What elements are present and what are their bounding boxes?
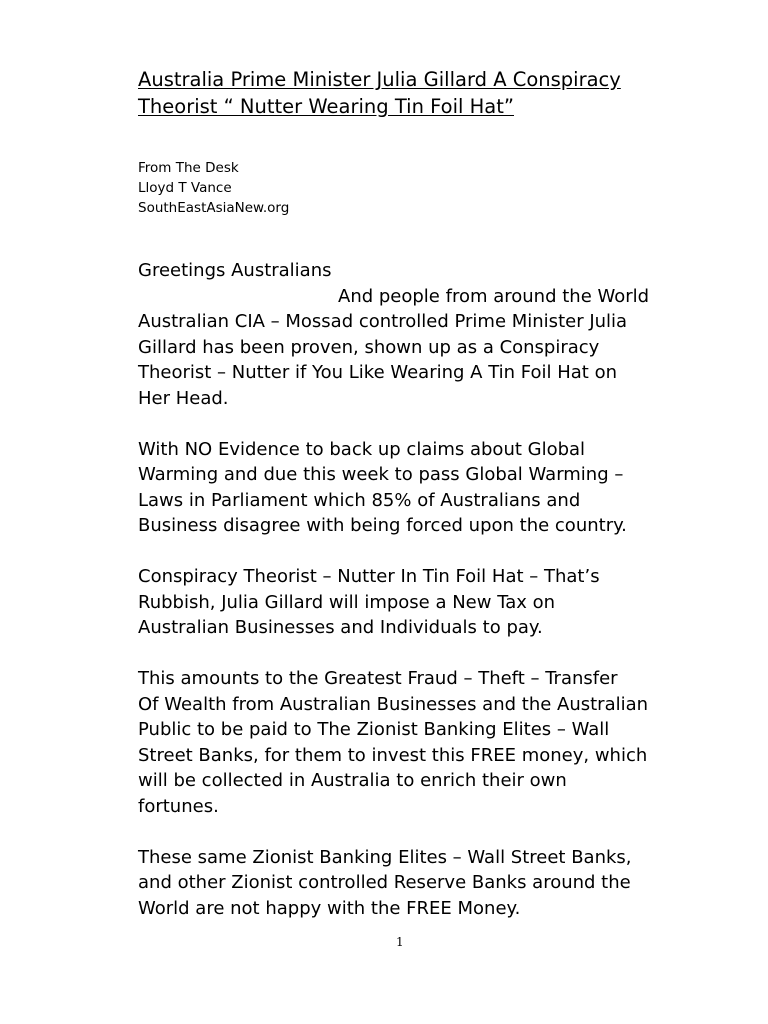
paragraph-line: Laws in Parliament which 85% of Australians and	[138, 489, 581, 511]
paragraph-1	[138, 309, 698, 411]
byline-author: Lloyd T Vance	[138, 180, 232, 196]
paragraph-line: Of Wealth from Australian Businesses and the Australian	[138, 693, 649, 715]
paragraph-line: With NO Evidence to back up claims about Global	[138, 438, 586, 460]
paragraph-line: Public to be paid to The Zionist Banking Elites – Wall	[138, 719, 610, 740]
paragraph-spacer	[138, 641, 698, 667]
greeting: Greetings Australians	[138, 260, 332, 281]
paragraph-line: Her Head.	[138, 387, 229, 409]
paragraph-line: will be collected in Australia to enrich their own	[138, 770, 567, 791]
paragraph-4	[138, 666, 698, 819]
paragraph-spacer	[138, 819, 698, 845]
paragraph-line: World are not happy with the FREE Money.	[138, 897, 521, 919]
title-line: Australia Prime Minister Julia Gillard A Conspiracy	[138, 68, 621, 91]
paragraph-line: Warming and due this week to pass Global Warming –	[138, 464, 624, 485]
paragraph-line: Street Banks, for them to invest this FREE money, which	[138, 744, 648, 766]
paragraph-line: These same Zionist Banking Elites – Wall Street Banks,	[138, 846, 632, 868]
greeting-continued: And people from around the World	[338, 285, 650, 307]
paragraph-spacer	[138, 411, 698, 437]
paragraph-line: This amounts to the Greatest Fraud – Theft – Transfer	[138, 668, 618, 689]
paragraph-line: Conspiracy Theorist – Nutter In Tin Foil Hat – That’s	[138, 566, 600, 587]
paragraph-line: Gillard has been proven, shown up as a Conspiracy	[138, 336, 600, 358]
document-body	[138, 258, 698, 921]
paragraph-3	[138, 564, 698, 641]
paragraph-5	[138, 845, 698, 922]
paragraph-line: and other Zionist controlled Reserve Banks around the	[138, 872, 631, 893]
paragraph-spacer	[138, 539, 698, 565]
paragraph-line: Rubbish, Julia Gillard will impose a New Tax on	[138, 591, 556, 613]
paragraph-line: Business disagree with being forced upon the country.	[138, 515, 627, 536]
byline-desk: From The Desk	[138, 160, 239, 176]
paragraph-line: Australian CIA – Mossad controlled Prime Minister Julia	[138, 311, 628, 332]
paragraph-2	[138, 437, 698, 539]
paragraph-line: Theorist – Nutter if You Like Wearing A Tin Foil Hat on	[138, 362, 617, 383]
byline	[138, 158, 289, 218]
document-title	[138, 66, 738, 120]
byline-website: SouthEastAsiaNew.org	[138, 200, 290, 216]
page-number: 1	[396, 935, 404, 949]
paragraph-line: Australian Businesses and Individuals to pay.	[138, 617, 543, 638]
paragraph-line: fortunes.	[138, 795, 219, 817]
title-line: Theorist “ Nutter Wearing Tin Foil Hat”	[138, 95, 514, 118]
